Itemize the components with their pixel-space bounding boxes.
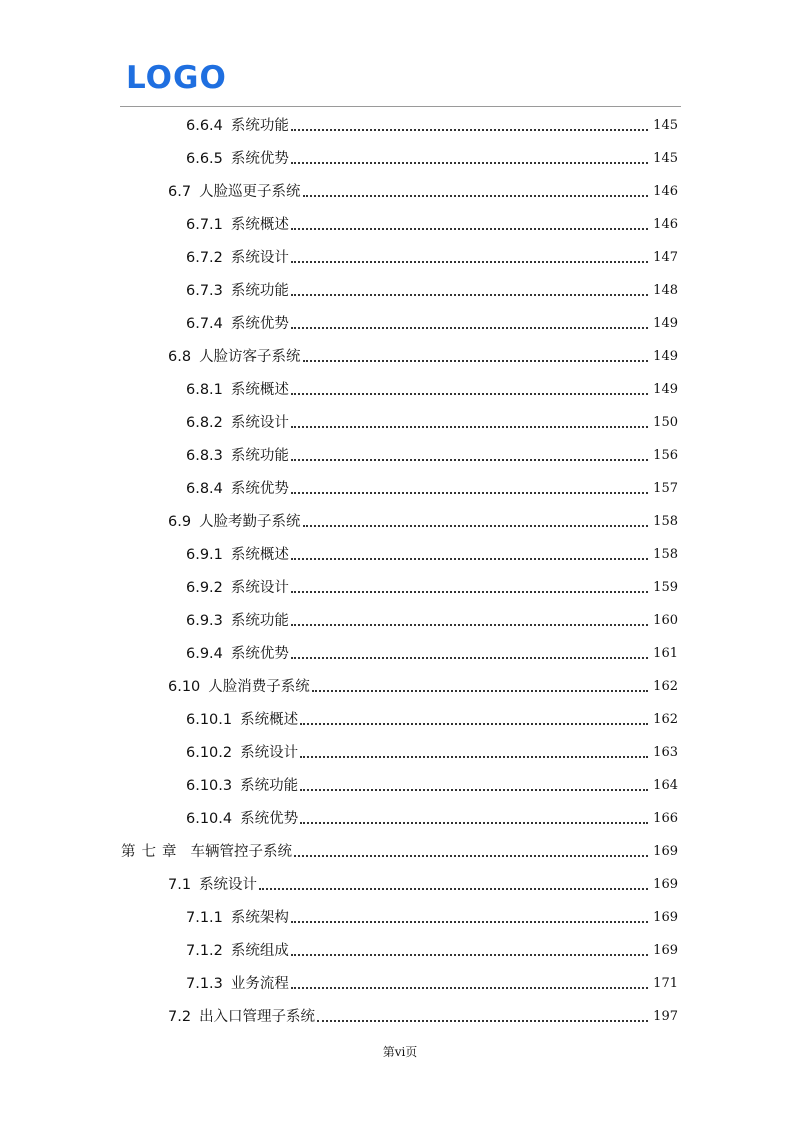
toc-entry-number: 6.6.4 bbox=[186, 118, 223, 134]
toc-entry-title: 系统设计 bbox=[230, 250, 289, 266]
toc-entry[interactable] bbox=[186, 742, 678, 764]
toc-entry-title: 系统概述 bbox=[230, 217, 289, 233]
toc-entry[interactable] bbox=[168, 346, 678, 368]
toc-entry[interactable] bbox=[186, 973, 678, 995]
toc-dot-leader bbox=[291, 327, 648, 329]
toc-entry-page: 158 bbox=[653, 514, 678, 529]
toc-entry-page: 163 bbox=[653, 745, 678, 760]
toc-entry-title: 系统概述 bbox=[240, 712, 299, 728]
toc-dot-leader bbox=[300, 756, 648, 758]
toc-entry-number: 6.7.2 bbox=[186, 250, 223, 266]
toc-entry-number: 第七章 bbox=[121, 844, 183, 860]
toc-entry[interactable] bbox=[186, 577, 678, 599]
toc-dot-leader bbox=[291, 954, 648, 956]
toc-entry[interactable] bbox=[168, 1006, 678, 1028]
toc-entry-title: 系统设计 bbox=[230, 415, 289, 431]
toc-entry[interactable] bbox=[186, 214, 678, 236]
toc-entry-page: 159 bbox=[653, 580, 678, 595]
toc-entry-number: 6.7.1 bbox=[186, 217, 223, 233]
logo: LOGO bbox=[126, 60, 227, 96]
toc-entry[interactable] bbox=[186, 610, 678, 632]
toc-entry-title: 系统优势 bbox=[230, 481, 289, 497]
toc-entry-page: 149 bbox=[653, 349, 678, 364]
toc-entry-title: 人脸巡更子系统 bbox=[199, 184, 301, 200]
toc-entry-title: 系统组成 bbox=[230, 943, 289, 959]
toc-entry-page: 146 bbox=[653, 184, 678, 199]
toc-entry[interactable] bbox=[186, 808, 678, 830]
toc-entry-number: 6.10.3 bbox=[186, 778, 233, 794]
toc-entry-page: 169 bbox=[653, 910, 678, 925]
toc-dot-leader bbox=[291, 657, 648, 659]
toc-dot-leader bbox=[291, 987, 648, 989]
toc-entry[interactable] bbox=[186, 247, 678, 269]
toc-entry-page: 149 bbox=[653, 316, 678, 331]
toc-entry-page: 161 bbox=[653, 646, 678, 661]
toc-entry-page: 162 bbox=[653, 679, 678, 694]
toc-dot-leader bbox=[291, 393, 648, 395]
toc-entry[interactable] bbox=[186, 148, 678, 170]
toc-dot-leader bbox=[300, 789, 648, 791]
toc-entry-title: 系统架构 bbox=[230, 910, 289, 926]
toc-entry-number: 6.10.4 bbox=[186, 811, 233, 827]
toc-dot-leader bbox=[291, 459, 648, 461]
toc-dot-leader bbox=[291, 294, 648, 296]
toc-entry[interactable] bbox=[186, 907, 678, 929]
toc-entry-title: 系统优势 bbox=[230, 316, 289, 332]
toc-entry-page: 146 bbox=[653, 217, 678, 232]
toc-entry-title: 系统概述 bbox=[230, 382, 289, 398]
toc-entry[interactable] bbox=[186, 775, 678, 797]
toc-entry-page: 158 bbox=[653, 547, 678, 562]
toc-dot-leader bbox=[303, 360, 648, 362]
toc-dot-leader bbox=[303, 195, 648, 197]
toc-entry[interactable] bbox=[186, 313, 678, 335]
toc-entry-page: 171 bbox=[653, 976, 678, 991]
toc-entry-title: 系统设计 bbox=[240, 745, 299, 761]
toc-entry-number: 6.9.2 bbox=[186, 580, 223, 596]
toc-entry-number: 7.1.3 bbox=[186, 976, 223, 992]
toc-entry-number: 6.7.3 bbox=[186, 283, 223, 299]
toc-entry-page: 149 bbox=[653, 382, 678, 397]
toc-dot-leader bbox=[291, 261, 648, 263]
toc-entry-page: 169 bbox=[653, 943, 678, 958]
toc-entry[interactable] bbox=[186, 940, 678, 962]
toc-entry-title: 系统功能 bbox=[230, 118, 289, 134]
toc-entry-page: 197 bbox=[653, 1009, 678, 1024]
toc-entry[interactable] bbox=[186, 412, 678, 434]
toc-entry-number: 7.1 bbox=[168, 877, 192, 893]
toc-entry-page: 145 bbox=[653, 118, 678, 133]
toc-dot-leader bbox=[312, 690, 648, 692]
toc-entry-page: 160 bbox=[653, 613, 678, 628]
toc-entry[interactable] bbox=[186, 544, 678, 566]
toc-entry-number: 6.8.4 bbox=[186, 481, 223, 497]
toc-entry[interactable] bbox=[186, 445, 678, 467]
toc-entry-page: 166 bbox=[653, 811, 678, 826]
toc-entry-number: 6.7.4 bbox=[186, 316, 223, 332]
toc-entry-title: 系统设计 bbox=[230, 580, 289, 596]
toc-entry-page: 169 bbox=[653, 877, 678, 892]
toc-entry[interactable] bbox=[168, 874, 678, 896]
toc-entry[interactable] bbox=[186, 478, 678, 500]
toc-entry[interactable] bbox=[186, 709, 678, 731]
toc-entry[interactable] bbox=[121, 841, 678, 863]
toc-entry-number: 6.9.3 bbox=[186, 613, 223, 629]
toc-dot-leader bbox=[291, 426, 648, 428]
toc-dot-leader bbox=[291, 162, 648, 164]
toc-dot-leader bbox=[291, 228, 648, 230]
toc-entry-number: 7.2 bbox=[168, 1009, 192, 1025]
toc-entry-number: 6.10.2 bbox=[186, 745, 233, 761]
toc-dot-leader bbox=[291, 129, 648, 131]
toc-dot-leader bbox=[300, 822, 648, 824]
toc-entry-title: 系统功能 bbox=[230, 448, 289, 464]
toc-entry-page: 148 bbox=[653, 283, 678, 298]
toc-dot-leader bbox=[291, 624, 648, 626]
toc-entry[interactable] bbox=[168, 676, 678, 698]
toc-entry[interactable] bbox=[168, 511, 678, 533]
toc-entry[interactable] bbox=[186, 643, 678, 665]
toc-entry-number: 6.9.1 bbox=[186, 547, 223, 563]
toc-entry-page: 164 bbox=[653, 778, 678, 793]
toc-dot-leader bbox=[294, 855, 648, 857]
toc-entry-title: 人脸访客子系统 bbox=[199, 349, 301, 365]
toc-entry-number: 7.1.2 bbox=[186, 943, 223, 959]
toc-entry-number: 6.7 bbox=[168, 184, 192, 200]
toc-dot-leader bbox=[291, 591, 648, 593]
toc-entry[interactable] bbox=[186, 280, 678, 302]
toc-entry-page: 156 bbox=[653, 448, 678, 463]
toc-entry-page: 145 bbox=[653, 151, 678, 166]
toc-entry-number: 6.10 bbox=[168, 679, 201, 695]
toc-entry-page: 157 bbox=[653, 481, 678, 496]
toc-entry-title: 业务流程 bbox=[230, 976, 289, 992]
toc-entry-page: 169 bbox=[653, 844, 678, 859]
page-footer: 第vi页 bbox=[382, 1045, 418, 1059]
toc-entry-title: 人脸考勤子系统 bbox=[199, 514, 301, 530]
toc-entry-number: 7.1.1 bbox=[186, 910, 223, 926]
toc-entry-number: 6.10.1 bbox=[186, 712, 233, 728]
toc-dot-leader bbox=[300, 723, 648, 725]
toc-entry-title: 系统功能 bbox=[230, 283, 289, 299]
toc-entry-title: 系统功能 bbox=[230, 613, 289, 629]
toc-entry-title: 系统优势 bbox=[240, 811, 299, 827]
toc-dot-leader bbox=[259, 888, 648, 890]
toc-entry-page: 162 bbox=[653, 712, 678, 727]
toc-entry-number: 6.9.4 bbox=[186, 646, 223, 662]
toc-entry[interactable] bbox=[186, 115, 678, 137]
toc-entry-title: 车辆管控子系统 bbox=[190, 844, 292, 860]
toc-entry-number: 6.9 bbox=[168, 514, 192, 530]
toc-dot-leader bbox=[317, 1020, 648, 1022]
toc-entry-title: 系统优势 bbox=[230, 646, 289, 662]
toc-dot-leader bbox=[303, 525, 648, 527]
toc-entry-number: 6.6.5 bbox=[186, 151, 223, 167]
toc-dot-leader bbox=[291, 921, 648, 923]
toc-entry-number: 6.8 bbox=[168, 349, 192, 365]
toc-entry-title: 人脸消费子系统 bbox=[208, 679, 310, 695]
toc-entry[interactable] bbox=[186, 379, 678, 401]
toc-entry-title: 系统概述 bbox=[230, 547, 289, 563]
toc-entry-title: 系统功能 bbox=[240, 778, 299, 794]
toc-entry-title: 出入口管理子系统 bbox=[199, 1009, 316, 1025]
toc-entry-page: 147 bbox=[653, 250, 678, 265]
toc-dot-leader bbox=[291, 558, 648, 560]
toc-entry-number: 6.8.3 bbox=[186, 448, 223, 464]
toc-entry-title: 系统设计 bbox=[199, 877, 258, 893]
toc-entry-title: 系统优势 bbox=[230, 151, 289, 167]
toc-dot-leader bbox=[291, 492, 648, 494]
toc-entry[interactable] bbox=[168, 181, 678, 203]
toc-entry-page: 150 bbox=[653, 415, 678, 430]
toc-entry-number: 6.8.2 bbox=[186, 415, 223, 431]
toc-entry-number: 6.8.1 bbox=[186, 382, 223, 398]
